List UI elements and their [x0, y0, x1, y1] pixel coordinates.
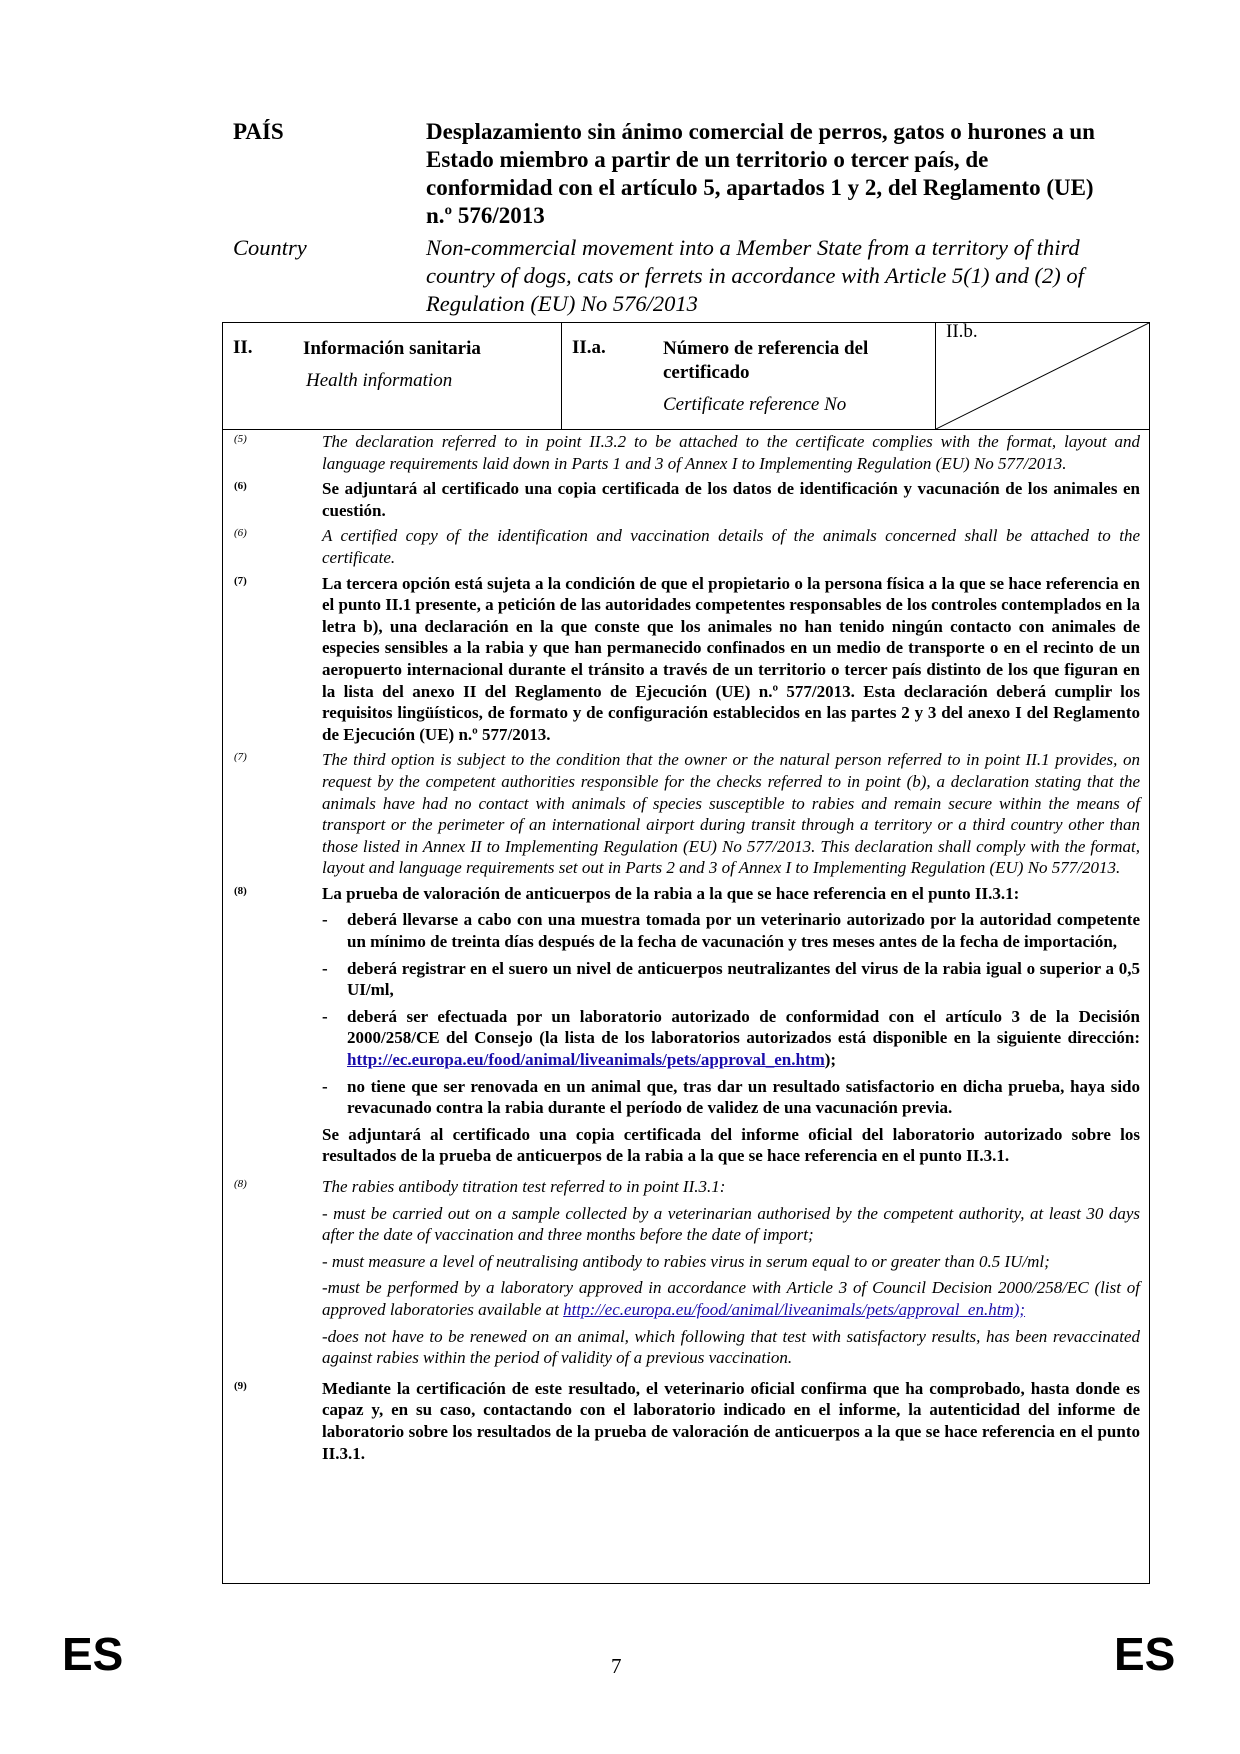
note-intro: La prueba de valoración de anticuerpos de la rabia a la que se hace referencia en el punto II.3.1: — [322, 883, 1020, 903]
list-item — [322, 1277, 1140, 1320]
list-item-text: -must be performed by a laboratory approved in accordance with Article 3 of Council Decision 2000/258/EC (list of approved laboratories available at — [322, 1278, 1140, 1319]
footnotes — [223, 431, 1149, 1468]
list-item: - no tiene que ser renovada en un animal que, tras dar un resultado satisfactorio en dicha prueba, haya sido revacunado contra la rabia durante el período de validez de una vacunación previa. — [322, 1076, 1140, 1118]
reference-title: Número de referencia del certificado — [663, 338, 869, 383]
list-item-text: deberá registrar en el suero un nivel de anticuerpos neutralizantes del virus de la rabia igual o superior a 0,5 UI/ml, — [347, 958, 1140, 1000]
list-item-text: no tiene que ser renovada en un animal que, tras dar un resultado satisfactorio en dicha prueba, haya sido revacunado contra la rabia durante el período de validez de una vacunación previa. — [347, 1076, 1140, 1118]
document-title-en: Non-commercial movement into a Member State from a territory of third country of dogs, cats or ferrets in accordance with Article 5(1) and (2) of Regulation (EU) No 576/2013 — [426, 235, 1084, 316]
note-6-es — [223, 478, 1149, 521]
subsection-number: II.a. — [572, 337, 606, 358]
list-item: -does not have to be renewed on an animal, which following that test with satisfactory results, has been revaccinated against rabies within the period of validity of a previous vaccination. — [322, 1326, 1140, 1368]
note-intro: The rabies antibody titration test referred to in point II.3.1: — [322, 1177, 726, 1196]
health-info-title: Información sanitaria — [303, 338, 481, 359]
list-item: - deberá registrar en el suero un nivel de anticuerpos neutralizantes del virus de la rabia igual o superior a 0,5 UI/ml, — [322, 958, 1140, 1000]
approval-list-link[interactable]: http://ec.europa.eu/food/animal/liveanimals/pets/approval_en.htm — [347, 1050, 825, 1070]
header-english — [233, 234, 1113, 318]
approval-list-link[interactable]: http://ec.europa.eu/food/animal/liveanimals/pets/approval_en.htm); — [563, 1299, 1026, 1319]
note-7-es — [223, 573, 1149, 746]
note-7-en — [223, 749, 1149, 879]
note-number: (6) — [234, 527, 247, 540]
list-item-text: deberá llevarse a cabo con una muestra tomada por un veterinario autorizado por la autoridad competente un mínimo de treinta días después de la fecha de vacunación y tres meses antes de la fecha de importación, — [347, 910, 1140, 952]
reference-subtitle: Certificate reference No — [663, 394, 847, 415]
note-text: La tercera opción está sujeta a la condición de que el propietario o la persona física a la que se hace referencia en el punto II.1 presente, a petición de las autoridades competentes responsables de los controles contemplados en la letra b), una declaración en la que conste que los animales no han tenido ningún contacto con animales de especies sensibles a la rabia y que han permanecido confinados en un medio de transporte o en el recinto de un aeropuerto internacional durante el tránsito a través de un territorio o tercer país distinto de los que figuran en la lista del anexo II del Reglamento de Ejecución (UE) n.º 577/2013. Esta declaración deberá cumplir los requisitos lingüísticos, de formato y de configuración establecidos en las partes 2 y 3 del anexo I del Reglamento de Ejecución (UE) n.º 577/2013. — [322, 573, 1140, 744]
country-label-es: PAÍS — [233, 119, 284, 144]
note-5-en — [223, 431, 1149, 474]
note-8-es — [223, 883, 1149, 1172]
note-final: Se adjuntará al certificado una copia certificada del informe oficial del laboratorio autorizado sobre los resultados de la prueba de anticuerpos de la rabia a la que se hace referencia en el punto II.3.1. — [322, 1124, 1140, 1166]
note-number: (6) — [234, 480, 247, 493]
note-number: (7) — [234, 751, 247, 764]
language-code-left: ES — [62, 1628, 124, 1680]
language-code-right: ES — [1114, 1628, 1176, 1680]
list-item: - must be carried out on a sample collected by a veterinarian authorised by the competent authority, at least 30 days after the date of vaccination and three months before the date of import; — [322, 1203, 1140, 1245]
section-number: II. — [233, 337, 253, 358]
note-number: (5) — [234, 433, 247, 445]
note-number: (7) — [234, 574, 247, 587]
note-text: The third option is subject to the condition that the owner or the natural person referred to in point II.1 provides, on request by the competent authorities responsible for the checks referred to in point (b), a declaration stating that the animals have had no contact with animals of species susceptible to rabies and remain secure within the means of transport or the perimeter of an international airport during transit through a territory or a third country other than those listed in Annex II to Implementing Regulation (EU) No 577/2013. This declaration shall comply with the format, layout and language requirements set out in Parts 2 and 3 of Annex I to Implementing Regulation (EU) No 577/2013. — [322, 750, 1140, 878]
reference-cell — [562, 323, 936, 429]
health-info-subtitle: Health information — [306, 370, 453, 391]
note-text — [322, 883, 1140, 1172]
table-header — [223, 323, 1149, 430]
note-6-en — [223, 525, 1149, 568]
health-info-cell — [223, 323, 562, 429]
list-item: - deberá llevarse a cabo con una muestra tomada por un veterinario autorizado por la autoridad competente un mínimo de treinta días después de la fecha de vacunación y tres meses antes de la fecha de importación, — [322, 910, 1140, 952]
document-title-es: Desplazamiento sin ánimo comercial de perros, gatos o hurones a un Estado miembro a partir de un territorio o tercer país, de conformidad con el artículo 5, apartados 1 y 2, del Reglamento (UE) n.º 576/2013 — [426, 119, 1095, 228]
note-text — [322, 1176, 1140, 1374]
list-item: - must measure a level of neutralising antibody to rabies virus in serum equal to or greater than 0.5 IU/ml; — [322, 1251, 1050, 1271]
list-item-text: deberá ser efectuada por un laboratorio autorizado de conformidad con el artículo 3 de la Decisión 2000/258/CE del Consejo (la lista de los laboratorios autorizados está disponible en la siguiente dirección: — [347, 1006, 1140, 1048]
note-number: (9) — [234, 1379, 247, 1392]
note-text: A certified copy of the identification and vaccination details of the animals concerned shall be attached to the certificate. — [322, 526, 1140, 567]
country-label-en: Country — [233, 235, 307, 260]
note-number: (8) — [234, 884, 247, 897]
note-text: Mediante la certificación de este resultado, el veterinario oficial confirma que ha comprobado, hasta donde es capaz y, en su caso, contactando con el laboratorio indicado en el informe, la autenticidad del informe de laboratorio sobre los resultados de la prueba de valoración de anticuerpos a la que se hace referencia en el punto II.3.1. — [322, 1378, 1140, 1463]
note-8-en — [223, 1176, 1149, 1374]
diagonal-line — [936, 323, 1149, 429]
list-item: - deberá ser efectuada por un laboratorio autorizado de conformidad con el artículo 3 de la Decisión 2000/258/CE del Consejo (la lista de los laboratorios autorizados está disponible en la siguiente dirección: http://ec.europa.eu/food/animal/liveanimals/pets/approval_en.htm); — [322, 1006, 1140, 1070]
page-number: 7 — [611, 1654, 622, 1678]
note-text: The declaration referred to in point II.3.2 to be attached to the certificate complies with the format, layout and language requirements laid down in Parts 1 and 3 of Annex I to Implementing Regulation (EU) No 577/2013. — [322, 432, 1140, 473]
certificate-table — [222, 322, 1150, 1584]
list-item-text-end: ); — [824, 1050, 837, 1070]
subsection-b-number: II.b. — [946, 321, 978, 342]
note-9-es — [223, 1378, 1149, 1464]
note-number: (8) — [234, 1178, 247, 1190]
barcode-cell — [936, 323, 1149, 429]
header-spanish — [233, 118, 1113, 230]
note-text: Se adjuntará al certificado una copia certificada de los datos de identificación y vacunación de los animales en cuestión. — [322, 479, 1140, 520]
